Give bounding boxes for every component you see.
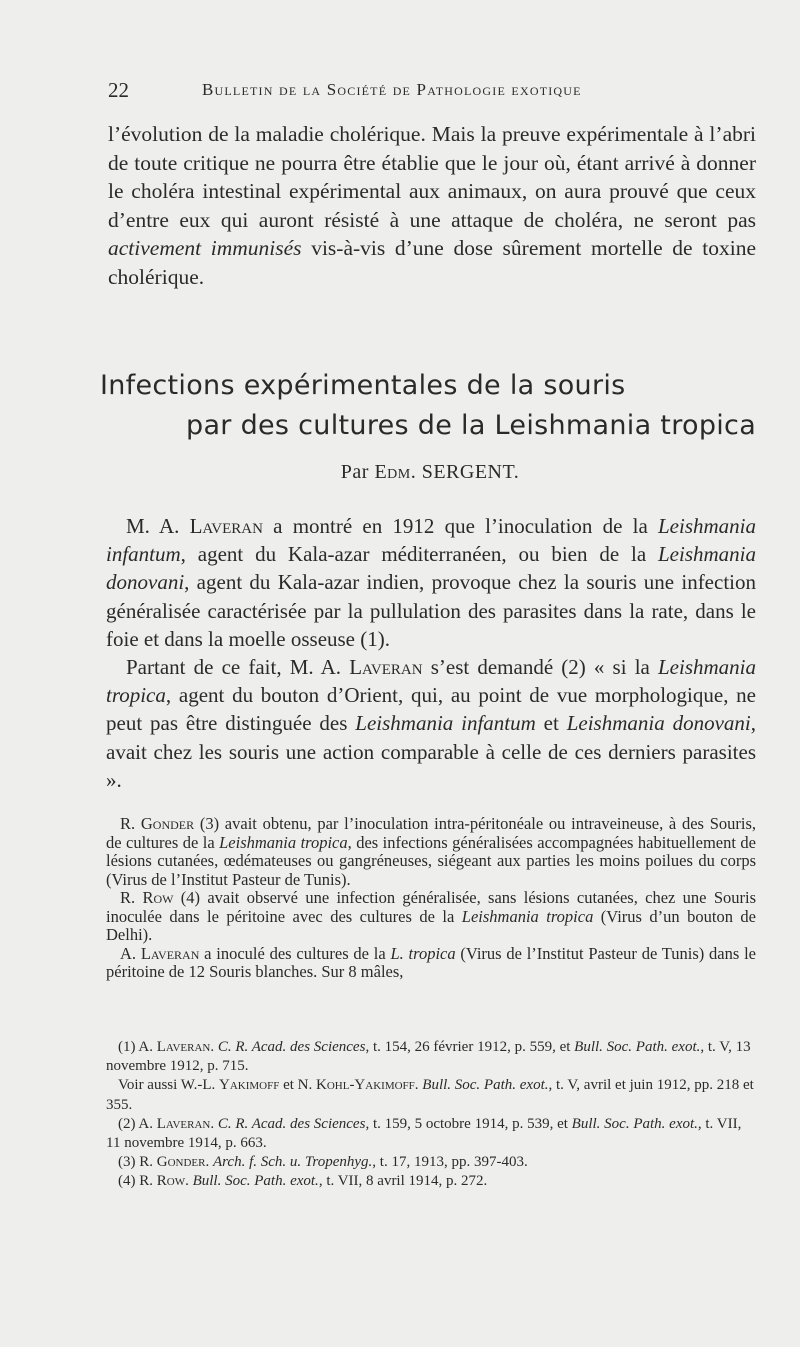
article-byline [0,461,800,484]
intro-paragraph [108,120,756,291]
text-run: , t. V, avril et juin 1912, pp. 218 et 355. [106,1077,754,1113]
species-name: Leishmania donovani [106,542,756,595]
author-name: Row [156,1173,186,1190]
text-run: (4) R. [118,1173,157,1190]
species-name: Leishmania infantum [106,514,756,567]
small-paragraph-row [106,889,756,945]
species-name: L. tropica [390,943,456,963]
running-head: Bulletin de la Société de Pathologie exotique [202,80,582,99]
author-name: Laveran [156,1039,211,1055]
species-name: Leishmania tropica [219,832,348,852]
footnote-1 [106,1038,756,1076]
text-run: a montré en 1912 que l’inoculation de la [262,514,658,538]
text-run: , t. 159, 5 octobre 1914, p. 539, et [365,1115,572,1132]
paragraph-2 [106,653,756,794]
author-name: Gonder [140,814,195,833]
text-run: , avait chez les souris une action comparable à celle de ces derniers parasites ». [106,711,756,792]
article-title-line-2: par des cultures de la Leishmania tropica [186,410,757,441]
journal-title: Arch. f. Sch. u. Tropenhyg. [212,1154,373,1171]
species-name: Leishmania tropica [461,906,594,926]
author-name: Laveran [156,1115,211,1132]
text-run: (2) A. [118,1115,157,1132]
footnote-3 [106,1153,756,1172]
text-run: . [414,1077,423,1094]
intro-text-b: vis-à-vis d’une dose sûrement mortelle de toxine cholérique. [108,236,756,289]
text-run: M. A. [126,514,190,538]
page-number: 22 [108,78,129,102]
author-name: Laveran [349,655,423,680]
small-paragraph-laveran [106,945,756,982]
small-print-section [106,815,756,982]
text-run: , t. V, 13 novembre 1912, p. 715. [106,1039,751,1075]
text-run: (3) R. [118,1154,157,1171]
text-run: s’est demandé (2) « si la [422,655,658,680]
species-name: Leishmania tropica [106,655,756,708]
journal-title: C. R. Acad. des Sciences [217,1115,366,1132]
body-text [106,512,756,794]
author-name: Laveran [140,943,200,963]
journal-title: Bull. Soc. Path. exot. [574,1039,701,1055]
text-run: , t. 17, 1913, pp. 397-403. [372,1154,528,1171]
author-name: Row [142,888,174,907]
text-run: et N. [279,1077,316,1094]
species-name: Leishmania infantum [355,711,536,736]
footnote-4 [106,1172,756,1191]
intro-text-a: l’évolution de la maladie cholérique. Mais la preuve expérimentale à l’abri de toute critique ne pourra être établie que le jour où, étant arrivé à donner le choléra intestinal expérimental aux animaux, on aura prouvé que ceux d’entre eux qui auront résisté à une attaque de choléra, ne seront pas [108,122,756,232]
text-run: , agent du Kala-azar méditerranéen, ou bien de la [180,542,658,567]
text-run: (1) A. [118,1039,157,1055]
text-run: . [210,1115,218,1132]
text-run: , agent du bouton d’Orient, qui, au point de vue morphologique, ne peut pas être distinguée des [106,683,756,736]
text-run: Voir aussi W.-L. [118,1077,219,1094]
text-run: (4) avait observé une infection généralisée, sans lésions cutanées, chez une Souris inoculée dans le péritoine avec des cultures de la [106,888,756,926]
author-name: Yakimoff [218,1077,280,1094]
small-paragraph-gonder [106,815,756,889]
journal-title: C. R. Acad. des Sciences [217,1039,366,1055]
author-name: Gonder [156,1154,206,1171]
paragraph-1 [106,512,756,653]
journal-title: Bull. Soc. Path. exot. [422,1077,549,1094]
text-run: , t. VII, 8 avril 1914, p. 272. [318,1173,488,1190]
text-run: . [185,1173,193,1190]
byline-prefix: Par [340,461,375,483]
text-run: , t. VII, 11 novembre 1914, p. 663. [106,1115,742,1152]
byline-author: SERGENT. [416,461,520,483]
text-run: R. [120,888,143,907]
page-header [108,78,668,108]
text-run: et [535,711,567,736]
footnotes [106,1038,756,1192]
footnote-2 [106,1115,756,1153]
text-run: (3) avait obtenu, par l’inoculation intra-péritonéale ou intraveineuse, à des Souris, de cultures de la [106,814,756,852]
journal-title: Bull. Soc. Path. exot. [192,1173,319,1190]
text-run: R. [120,814,141,833]
text-run: Partant de ce fait, M. A. [126,655,350,680]
text-run: , agent du Kala-azar indien, provoque chez la souris une infection généralisée caractérisée par la pullulation des parasites dans la rate, dans le foie et dans la moelle osseuse (1). [106,570,756,651]
author-name: Laveran [189,514,263,538]
species-name: Leishmania donovani [566,711,751,736]
text-run: (Virus d’un bouton de Delhi). [106,906,757,944]
intro-emphasis: activement immunisés [108,236,302,260]
text-run: a inoculé des cultures de la [199,943,391,963]
text-run: , des infections généralisées accompagnées habituellement de lésions cutanées, œdémateuses ou gangréneuses, siégeant aux parties les moins poilues du corps (Virus de l’Institut Pasteur de Tunis). [106,832,756,889]
author-name: Kohl-Yakimoff [316,1077,415,1094]
text-run: , t. 154, 26 février 1912, p. 559, et [365,1039,575,1055]
journal-title: Bull. Soc. Path. exot. [571,1115,698,1132]
text-run: . [210,1039,218,1055]
byline-first-name: Edm. [374,461,417,483]
footnote-1-continued [106,1076,756,1114]
text-run: (Virus de l’Institut Pasteur de Tunis) dans le péritoine de 12 Souris blanches. Sur 8 mâles, [106,943,756,981]
article-title-line-1: Infections expérimentales de la souris [100,370,626,401]
text-run: A. [120,943,141,963]
text-run: . [205,1154,213,1171]
